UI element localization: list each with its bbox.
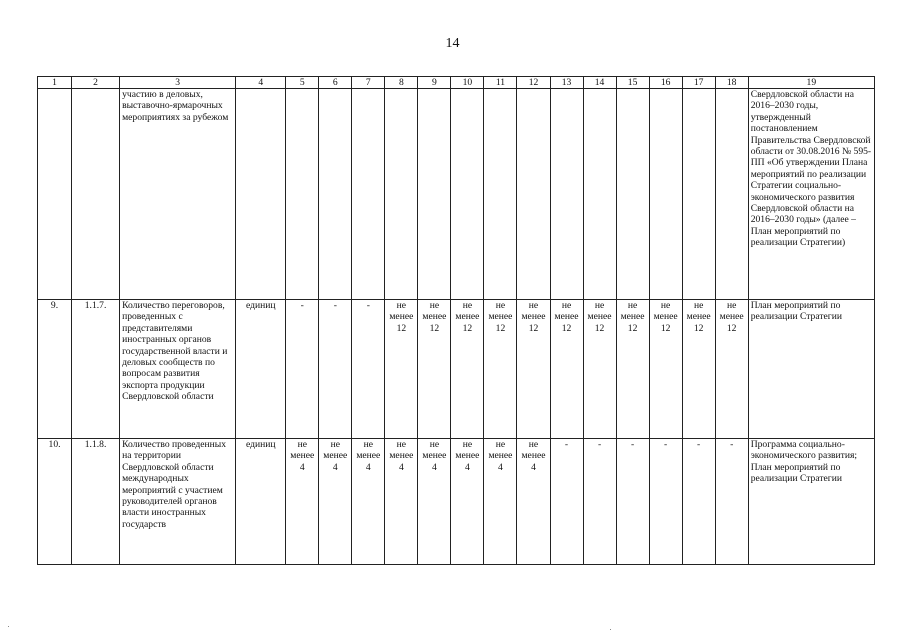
year-value [583,89,616,300]
source-document: План мероприятий по реализации Стратегии [748,300,874,439]
column-number: 19 [748,77,874,89]
year-value [484,89,517,300]
year-value: не менее 4 [451,439,484,565]
column-number: 14 [583,77,616,89]
indicators-table [37,76,875,565]
year-value: - [319,300,352,439]
row-number: 9. [38,300,72,439]
year-value [649,89,682,300]
indicator-code: 1.1.7. [72,300,120,439]
unit [236,89,286,300]
year-value [715,89,748,300]
year-value: не менее 12 [682,300,715,439]
column-number: 5 [286,77,319,89]
year-value [517,89,550,300]
year-value: не менее 12 [418,300,451,439]
year-value: - [583,439,616,565]
unit: единиц [236,300,286,439]
year-value: не менее 12 [649,300,682,439]
year-value: не менее 4 [319,439,352,565]
indicator-code [72,89,120,300]
year-value: - [286,300,319,439]
column-number: 12 [517,77,550,89]
indicator-name: Количество проведенных на территории Свердловской области международных мероприятий с участием руководителей органов власти иностранных государств [120,439,236,565]
year-value: не менее 12 [616,300,649,439]
column-number: 10 [451,77,484,89]
year-value: - [682,439,715,565]
year-value [550,89,583,300]
year-value: не менее 4 [385,439,418,565]
year-value [286,89,319,300]
year-value: не менее 12 [583,300,616,439]
column-number: 11 [484,77,517,89]
indicator-code: 1.1.8. [72,439,120,565]
column-number: 1 [38,77,72,89]
year-value: не менее 12 [484,300,517,439]
column-number: 18 [715,77,748,89]
year-value: не менее 12 [517,300,550,439]
year-value: - [616,439,649,565]
year-value [451,89,484,300]
indicator-name: участию в деловых, выставочно-ярмарочных мероприятиях за рубежом [120,89,236,300]
year-value: не менее 4 [517,439,550,565]
year-value: не менее 4 [286,439,319,565]
column-number: 2 [72,77,120,89]
table-row [38,439,875,565]
year-value: - [352,300,385,439]
column-number: 13 [550,77,583,89]
year-value: не менее 12 [550,300,583,439]
column-number: 7 [352,77,385,89]
column-number: 6 [319,77,352,89]
source-document: Программа социально-экономического развития; План мероприятий по реализации Стратегии [748,439,874,565]
year-value: - [715,439,748,565]
year-value [352,89,385,300]
year-value [682,89,715,300]
column-number-header [38,77,875,89]
year-value: не менее 4 [484,439,517,565]
year-value: - [649,439,682,565]
year-value [385,89,418,300]
table-row [38,89,875,300]
column-number: 8 [385,77,418,89]
source-document: Свердловской области на 2016–2030 годы, утвержденный постановлением Правительства Свердловской области от 30.08.2016 № 595-ПП «Об утверждении Плана мероприятий по реализации Стратегии социально-экономического развития Свердловской области на 2016–2030 годы» (далее – План мероприятий по реализации Стратегии) [748,89,874,300]
row-number: 10. [38,439,72,565]
column-number: 4 [236,77,286,89]
year-value [616,89,649,300]
unit: единиц [236,439,286,565]
column-number: 15 [616,77,649,89]
scan-speck [8,626,9,627]
scan-speck [610,629,611,630]
page-number: 14 [445,36,460,51]
row-number [38,89,72,300]
table-row [38,300,875,439]
column-number: 16 [649,77,682,89]
year-value: не менее 12 [385,300,418,439]
column-number: 17 [682,77,715,89]
year-value: - [550,439,583,565]
column-number: 9 [418,77,451,89]
year-value: не менее 4 [418,439,451,565]
year-value [319,89,352,300]
year-value: не менее 12 [715,300,748,439]
year-value [418,89,451,300]
indicator-name: Количество переговоров, проведенных с представителями иностранных органов государственной власти и деловых сообществ по вопросам развития экспорта продукции Свердловской области [120,300,236,439]
year-value: не менее 4 [352,439,385,565]
column-number: 3 [120,77,236,89]
year-value: не менее 12 [451,300,484,439]
